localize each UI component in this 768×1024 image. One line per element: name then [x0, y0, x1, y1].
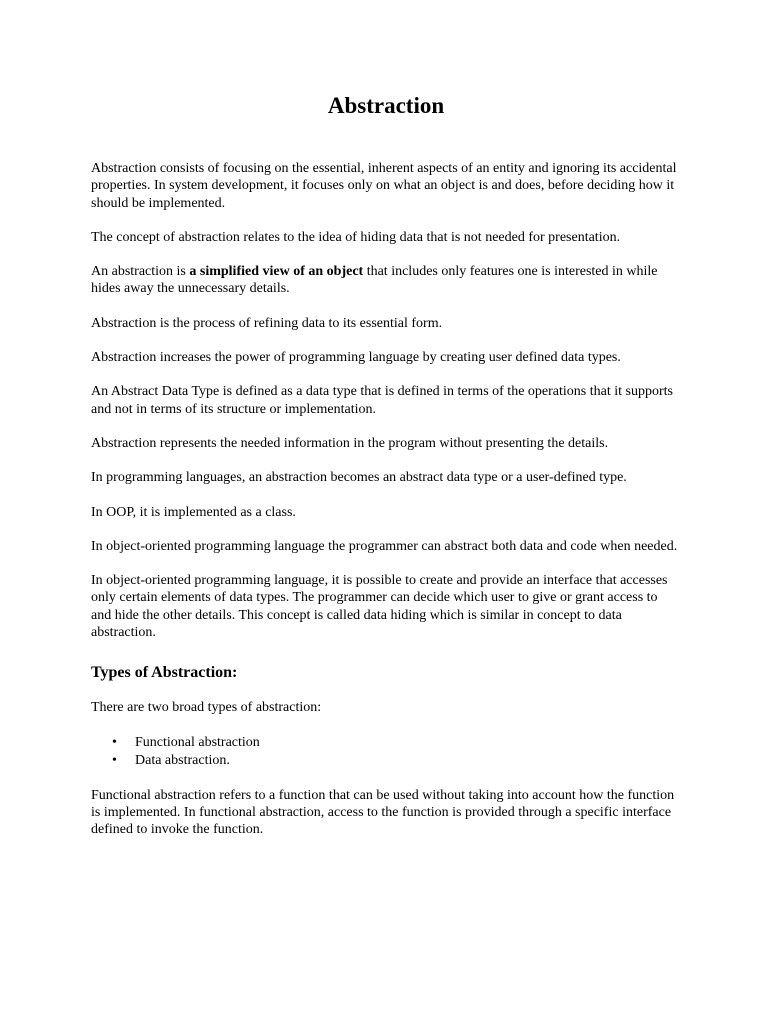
paragraph-abstract-data-type: An Abstract Data Type is defined as a data type that is defined in terms of the operations that it supports and not in terms of its structure or implementation. — [91, 384, 673, 417]
list-item — [112, 734, 681, 752]
bullet-icon: • — [112, 752, 117, 768]
list-item-label: Data abstraction. — [135, 752, 230, 768]
paragraph-functional-abstraction: Functional abstraction refers to a function that can be used without taking into account how the function is implemented. In functional abstraction, access to the function is provided through a specific interface defined to invoke the function. — [91, 787, 675, 838]
paragraph-refining-data: Abstraction is the process of refining data to its essential form. — [91, 315, 443, 331]
paragraph-hiding-data: The concept of abstraction relates to the idea of hiding data that is not needed for presentation. — [91, 229, 621, 245]
paragraph-definition: Abstraction consists of focusing on the essential, inherent aspects of an entity and ignoring its accidental properties. In system development, it focuses only on what an object is and does, before deciding how it should be implemented. — [91, 161, 677, 211]
page-title: Abstraction — [327, 93, 445, 118]
section-heading-types: Types of Abstraction: — [91, 664, 238, 682]
paragraph-simplified-view — [91, 263, 681, 298]
paragraph-abstract-data-code: In object-oriented programming language the programmer can abstract both data and code when needed. — [91, 538, 678, 554]
paragraph-text-before: An abstraction is — [91, 264, 190, 280]
paragraph-oop-class: In OOP, it is implemented as a class. — [91, 504, 296, 520]
list-item — [112, 752, 681, 770]
bold-phrase: a simplified view of an object — [189, 264, 364, 280]
paragraph-programming-languages: In programming languages, an abstraction becomes an abstract data type or a user-defined type. — [91, 470, 627, 486]
paragraph-needed-information: Abstraction represents the needed information in the program without presenting the details. — [91, 435, 609, 451]
list-item-label: Functional abstraction — [135, 734, 260, 750]
bullet-icon: • — [112, 734, 117, 750]
document-body — [91, 92, 681, 856]
types-list — [91, 734, 681, 770]
paragraph-data-hiding: In object-oriented programming language, it is possible to create and provide an interface that accesses only certain elements of data types. The programmer can decide which user to give or grant access to and hide the other details. This concept is called data hiding which is similar in concept to data abstraction. — [91, 573, 668, 641]
paragraph-user-defined-types: Abstraction increases the power of programming language by creating user defined data types. — [91, 350, 621, 366]
paragraph-types-intro: There are two broad types of abstraction: — [91, 700, 322, 716]
paragraph-text-after: that includes only features one is interested in while hides away the unnecessary details. — [91, 264, 658, 297]
